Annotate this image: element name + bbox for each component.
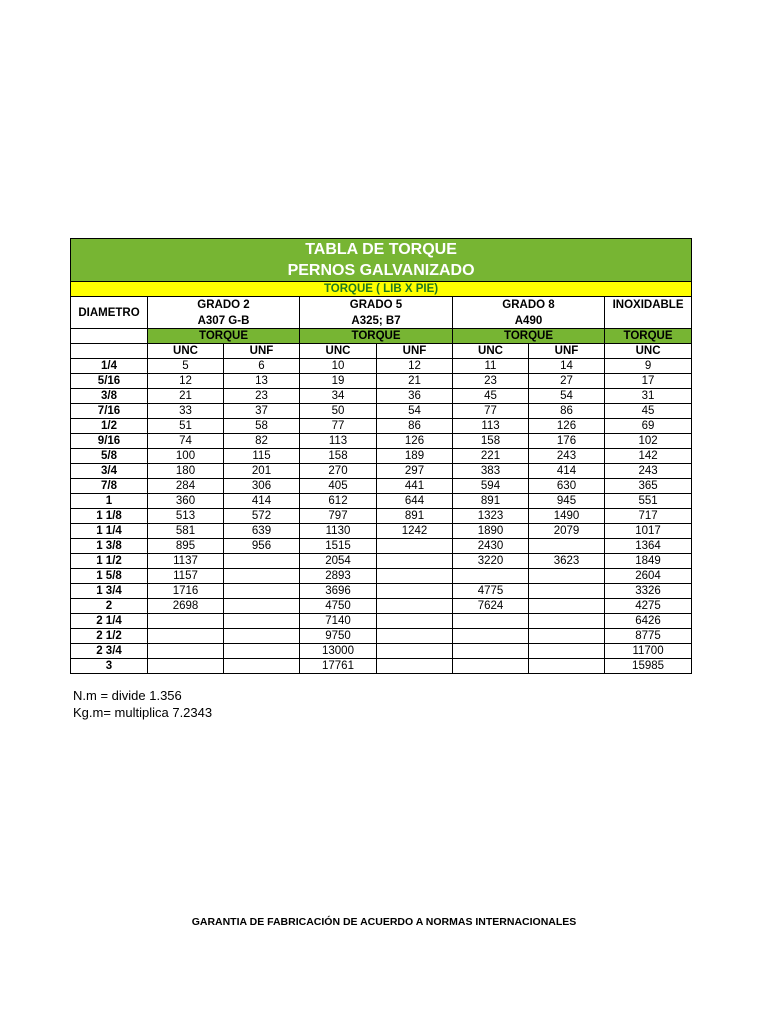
unf-header: UNF <box>377 344 453 359</box>
torque-value-cell: 594 <box>453 479 529 494</box>
torque-value-cell: 113 <box>453 419 529 434</box>
table-row <box>71 614 692 629</box>
grade-5-header: GRADO 5 <box>300 297 453 314</box>
torque-value-cell <box>529 659 605 674</box>
table-row <box>71 509 692 524</box>
torque-value-cell <box>529 614 605 629</box>
diameter-cell: 9/16 <box>71 434 148 449</box>
torque-value-cell: 297 <box>377 464 453 479</box>
torque-value-cell: 189 <box>377 449 453 464</box>
table-row <box>71 599 692 614</box>
torque-value-cell: 45 <box>453 389 529 404</box>
torque-value-cell: 82 <box>224 434 300 449</box>
note-nm: N.m = divide 1.356 <box>73 688 182 703</box>
torque-value-cell <box>529 584 605 599</box>
diameter-cell: 2 1/4 <box>71 614 148 629</box>
inoxidable-spec <box>605 313 692 329</box>
torque-value-cell <box>224 629 300 644</box>
torque-value-cell: 23 <box>453 374 529 389</box>
torque-value-cell: 243 <box>605 464 692 479</box>
table-row <box>71 374 692 389</box>
diameter-cell: 5/8 <box>71 449 148 464</box>
table-row <box>71 584 692 599</box>
grade-2-header: GRADO 2 <box>148 297 300 314</box>
torque-value-cell: 77 <box>453 404 529 419</box>
torque-value-cell: 77 <box>300 419 377 434</box>
torque-value-cell: 2054 <box>300 554 377 569</box>
footer-guarantee: GARANTIA DE FABRICACIÓN DE ACUERDO A NORMAS INTERNACIONALES <box>191 916 577 928</box>
torque-header: TORQUE <box>453 329 605 344</box>
torque-value-cell: 1490 <box>529 509 605 524</box>
torque-value-cell: 13000 <box>300 644 377 659</box>
torque-value-cell: 1849 <box>605 554 692 569</box>
torque-value-cell: 2698 <box>148 599 224 614</box>
torque-value-cell: 100 <box>148 449 224 464</box>
grade-8-spec: A490 <box>453 313 605 329</box>
table-row <box>71 449 692 464</box>
table-row <box>71 434 692 449</box>
torque-value-cell: 221 <box>453 449 529 464</box>
torque-value-cell <box>224 614 300 629</box>
torque-value-cell: 1716 <box>148 584 224 599</box>
table-row <box>71 629 692 644</box>
torque-value-cell: 21 <box>377 374 453 389</box>
torque-value-cell: 365 <box>605 479 692 494</box>
unc-header: UNC <box>453 344 529 359</box>
torque-value-cell: 270 <box>300 464 377 479</box>
torque-value-cell <box>529 644 605 659</box>
diameter-cell: 1 3/8 <box>71 539 148 554</box>
torque-value-cell <box>377 539 453 554</box>
torque-value-cell: 4275 <box>605 599 692 614</box>
torque-value-cell: 1515 <box>300 539 377 554</box>
torque-value-cell: 21 <box>148 389 224 404</box>
table-row <box>71 659 692 674</box>
torque-value-cell: 158 <box>453 434 529 449</box>
torque-value-cell: 115 <box>224 449 300 464</box>
torque-header: TORQUE <box>300 329 453 344</box>
torque-value-cell: 644 <box>377 494 453 509</box>
torque-value-cell: 7624 <box>453 599 529 614</box>
torque-value-cell: 891 <box>453 494 529 509</box>
torque-value-cell: 612 <box>300 494 377 509</box>
diameter-cell: 3/4 <box>71 464 148 479</box>
torque-value-cell: 3623 <box>529 554 605 569</box>
torque-value-cell: 180 <box>148 464 224 479</box>
table-body <box>71 359 692 674</box>
torque-value-cell: 9750 <box>300 629 377 644</box>
torque-value-cell: 86 <box>529 404 605 419</box>
diameter-cell: 1/2 <box>71 419 148 434</box>
torque-value-cell: 1137 <box>148 554 224 569</box>
torque-value-cell: 15985 <box>605 659 692 674</box>
torque-value-cell <box>224 644 300 659</box>
torque-value-cell: 12 <box>148 374 224 389</box>
diameter-cell: 1 1/2 <box>71 554 148 569</box>
table-title <box>71 239 692 282</box>
torque-value-cell: 113 <box>300 434 377 449</box>
torque-value-cell: 11 <box>453 359 529 374</box>
diameter-cell: 1/4 <box>71 359 148 374</box>
torque-value-cell: 7140 <box>300 614 377 629</box>
grade-5-spec: A325; B7 <box>300 313 453 329</box>
table-subtitle: TORQUE ( LIB X PIE) <box>71 282 692 297</box>
torque-value-cell: 3220 <box>453 554 529 569</box>
torque-value-cell: 2079 <box>529 524 605 539</box>
torque-value-cell: 10 <box>300 359 377 374</box>
diameter-cell: 2 1/2 <box>71 629 148 644</box>
torque-value-cell: 1364 <box>605 539 692 554</box>
torque-value-cell <box>224 554 300 569</box>
torque-value-cell: 243 <box>529 449 605 464</box>
table-row <box>71 419 692 434</box>
diameter-cell: 2 3/4 <box>71 644 148 659</box>
torque-value-cell: 31 <box>605 389 692 404</box>
torque-value-cell: 581 <box>148 524 224 539</box>
torque-value-cell: 4775 <box>453 584 529 599</box>
diametro-header: DIAMETRO <box>71 297 148 329</box>
torque-value-cell: 383 <box>453 464 529 479</box>
torque-value-cell: 956 <box>224 539 300 554</box>
table-row <box>71 494 692 509</box>
torque-value-cell: 54 <box>377 404 453 419</box>
torque-value-cell: 6 <box>224 359 300 374</box>
table-row <box>71 389 692 404</box>
torque-value-cell <box>453 644 529 659</box>
diameter-cell: 7/16 <box>71 404 148 419</box>
torque-value-cell <box>529 569 605 584</box>
torque-value-cell: 414 <box>529 464 605 479</box>
torque-value-cell: 2893 <box>300 569 377 584</box>
torque-value-cell <box>224 569 300 584</box>
torque-value-cell: 3696 <box>300 584 377 599</box>
torque-value-cell: 572 <box>224 509 300 524</box>
torque-value-cell: 1130 <box>300 524 377 539</box>
table-row <box>71 554 692 569</box>
torque-value-cell: 551 <box>605 494 692 509</box>
blank-header-cell <box>71 329 148 344</box>
table-row <box>71 569 692 584</box>
torque-value-cell <box>453 659 529 674</box>
unc-header: UNC <box>605 344 692 359</box>
torque-value-cell: 17761 <box>300 659 377 674</box>
torque-value-cell: 51 <box>148 419 224 434</box>
torque-value-cell: 513 <box>148 509 224 524</box>
torque-value-cell <box>377 644 453 659</box>
torque-value-cell: 69 <box>605 419 692 434</box>
grade-2-spec: A307 G-B <box>148 313 300 329</box>
torque-header: TORQUE <box>148 329 300 344</box>
inoxidable-header: INOXIDABLE <box>605 297 692 314</box>
torque-value-cell <box>148 659 224 674</box>
torque-value-cell: 945 <box>529 494 605 509</box>
torque-value-cell: 414 <box>224 494 300 509</box>
table-row <box>71 464 692 479</box>
diameter-cell: 3 <box>71 659 148 674</box>
torque-value-cell: 1242 <box>377 524 453 539</box>
torque-value-cell: 142 <box>605 449 692 464</box>
torque-value-cell: 306 <box>224 479 300 494</box>
note-kgm: Kg.m= multiplica 7.2343 <box>73 705 213 720</box>
torque-value-cell: 23 <box>224 389 300 404</box>
unf-header: UNF <box>529 344 605 359</box>
torque-value-cell <box>377 554 453 569</box>
torque-value-cell: 797 <box>300 509 377 524</box>
torque-value-cell: 11700 <box>605 644 692 659</box>
table-row <box>71 524 692 539</box>
diameter-cell: 1 <box>71 494 148 509</box>
torque-value-cell: 9 <box>605 359 692 374</box>
torque-value-cell <box>377 659 453 674</box>
torque-value-cell: 13 <box>224 374 300 389</box>
unf-header: UNF <box>224 344 300 359</box>
torque-value-cell: 360 <box>148 494 224 509</box>
diameter-cell: 7/8 <box>71 479 148 494</box>
torque-value-cell <box>453 569 529 584</box>
torque-value-cell <box>377 614 453 629</box>
torque-value-cell: 74 <box>148 434 224 449</box>
diameter-cell: 5/16 <box>71 374 148 389</box>
torque-value-cell: 717 <box>605 509 692 524</box>
torque-value-cell: 6426 <box>605 614 692 629</box>
torque-value-cell: 33 <box>148 404 224 419</box>
torque-value-cell <box>529 539 605 554</box>
torque-value-cell: 45 <box>605 404 692 419</box>
diameter-cell: 1 1/4 <box>71 524 148 539</box>
torque-value-cell: 1323 <box>453 509 529 524</box>
torque-value-cell: 2430 <box>453 539 529 554</box>
torque-value-cell: 17 <box>605 374 692 389</box>
torque-value-cell: 58 <box>224 419 300 434</box>
torque-value-cell: 4750 <box>300 599 377 614</box>
torque-value-cell: 2604 <box>605 569 692 584</box>
grade-8-header: GRADO 8 <box>453 297 605 314</box>
torque-table <box>70 238 692 674</box>
blank-header-cell <box>71 344 148 359</box>
torque-value-cell: 8775 <box>605 629 692 644</box>
torque-value-cell: 126 <box>529 419 605 434</box>
title-line-2: PERNOS GALVANIZADO <box>287 262 475 279</box>
torque-value-cell: 34 <box>300 389 377 404</box>
torque-value-cell: 201 <box>224 464 300 479</box>
torque-value-cell: 12 <box>377 359 453 374</box>
torque-value-cell: 441 <box>377 479 453 494</box>
table-row <box>71 404 692 419</box>
diameter-cell: 1 3/4 <box>71 584 148 599</box>
unc-header: UNC <box>148 344 224 359</box>
diameter-cell: 1 5/8 <box>71 569 148 584</box>
torque-value-cell: 50 <box>300 404 377 419</box>
torque-value-cell: 37 <box>224 404 300 419</box>
torque-value-cell: 54 <box>529 389 605 404</box>
torque-value-cell <box>224 659 300 674</box>
torque-value-cell: 158 <box>300 449 377 464</box>
torque-value-cell <box>377 584 453 599</box>
torque-value-cell: 86 <box>377 419 453 434</box>
torque-value-cell: 3326 <box>605 584 692 599</box>
torque-value-cell <box>224 584 300 599</box>
torque-value-cell <box>224 599 300 614</box>
table-row <box>71 359 692 374</box>
torque-value-cell: 1017 <box>605 524 692 539</box>
torque-value-cell: 176 <box>529 434 605 449</box>
torque-value-cell <box>453 614 529 629</box>
table-row <box>71 644 692 659</box>
diameter-cell: 2 <box>71 599 148 614</box>
diameter-cell: 3/8 <box>71 389 148 404</box>
torque-value-cell: 14 <box>529 359 605 374</box>
title-line-1: TABLA DE TORQUE <box>305 241 457 258</box>
torque-value-cell: 405 <box>300 479 377 494</box>
torque-value-cell <box>377 569 453 584</box>
unc-header: UNC <box>300 344 377 359</box>
torque-value-cell: 1157 <box>148 569 224 584</box>
torque-value-cell <box>529 629 605 644</box>
torque-value-cell: 102 <box>605 434 692 449</box>
torque-value-cell <box>148 614 224 629</box>
torque-value-cell: 639 <box>224 524 300 539</box>
torque-value-cell: 891 <box>377 509 453 524</box>
torque-header: TORQUE <box>605 329 692 344</box>
torque-value-cell: 5 <box>148 359 224 374</box>
torque-value-cell: 630 <box>529 479 605 494</box>
torque-value-cell <box>529 599 605 614</box>
torque-value-cell: 1890 <box>453 524 529 539</box>
torque-value-cell: 27 <box>529 374 605 389</box>
diameter-cell: 1 1/8 <box>71 509 148 524</box>
torque-value-cell: 284 <box>148 479 224 494</box>
torque-value-cell <box>377 599 453 614</box>
torque-value-cell <box>377 629 453 644</box>
torque-value-cell: 126 <box>377 434 453 449</box>
torque-value-cell <box>148 629 224 644</box>
torque-value-cell: 895 <box>148 539 224 554</box>
torque-value-cell: 36 <box>377 389 453 404</box>
torque-value-cell <box>453 629 529 644</box>
table-row <box>71 539 692 554</box>
torque-value-cell: 19 <box>300 374 377 389</box>
torque-value-cell <box>148 644 224 659</box>
table-row <box>71 479 692 494</box>
